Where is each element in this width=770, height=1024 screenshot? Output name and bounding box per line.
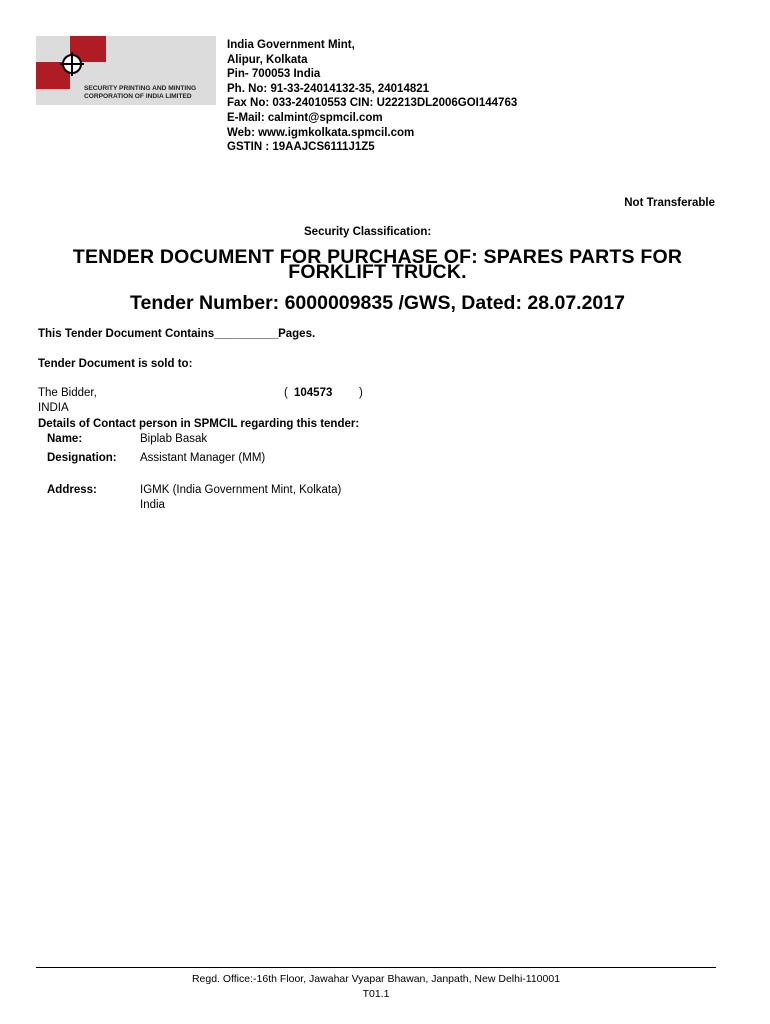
contact-address-label: Address: <box>47 484 97 496</box>
footer-office: Regd. Office:-16th Floor, Jawahar Vyapar Bhawan, Janpath, New Delhi-110001 <box>191 973 561 985</box>
bidder-code-open: ( <box>284 387 288 399</box>
logo-text-line2: CORPORATION OF INDIA LIMITED <box>84 93 192 100</box>
address-line: E-Mail: calmint@spmcil.com <box>227 111 383 124</box>
address-line: Ph. No: 91-33-24014132-35, 24014821 <box>227 82 430 95</box>
contact-name-label: Name: <box>47 433 83 445</box>
contact-name-value: Biplab Basak <box>140 433 208 445</box>
contact-designation-value: Assistant Manager (MM) <box>140 452 266 464</box>
security-classification-label: Security Classification: <box>304 226 432 238</box>
logo-crosshair-icon <box>62 54 82 74</box>
contact-address-line1: IGMK (India Government Mint, Kolkata) <box>140 484 342 496</box>
contact-address-line2: India <box>140 499 165 511</box>
bidder-code-close: ) <box>359 387 363 399</box>
tender-number: Tender Number: 6000009835 /GWS, Dated: 28.07.2017 <box>130 292 625 314</box>
bidder-code: 104573 <box>294 387 333 399</box>
address-line: India Government Mint, <box>227 39 355 51</box>
spmcil-logo <box>36 36 216 105</box>
address-line: Pin- 700053 India <box>227 68 321 81</box>
issuer-address-block <box>227 38 517 155</box>
document-title: TENDER DOCUMENT FOR PURCHASE OF: SPARES PARTS FOR FORKLIFT TRUCK. <box>72 246 683 283</box>
address-line: Alipur, Kolkata <box>227 53 308 66</box>
logo-text-line1: SECURITY PRINTING AND MINTING <box>84 85 197 92</box>
bidder-country: INDIA <box>38 402 69 414</box>
sold-to-label: Tender Document is sold to: <box>38 358 193 370</box>
contact-designation-label: Designation: <box>47 452 117 464</box>
address-line: Web: www.igmkolkata.spmcil.com <box>227 126 415 139</box>
not-transferable-label: Not Transferable <box>624 197 715 209</box>
bidder-name: The Bidder, <box>38 387 97 399</box>
logo-text <box>84 85 214 101</box>
footer-code: T01.1 <box>362 988 390 1000</box>
contact-heading: Details of Contact person in SPMCIL regarding this tender: <box>38 418 360 430</box>
document-pages-line: This Tender Document Contains__________Pages. <box>38 328 316 340</box>
footer-divider <box>36 967 716 968</box>
address-line: GSTIN : 19AAJCS6111J1Z5 <box>227 141 375 154</box>
address-line: Fax No: 033-24010553 CIN: U22213DL2006GOI144763 <box>227 97 518 110</box>
